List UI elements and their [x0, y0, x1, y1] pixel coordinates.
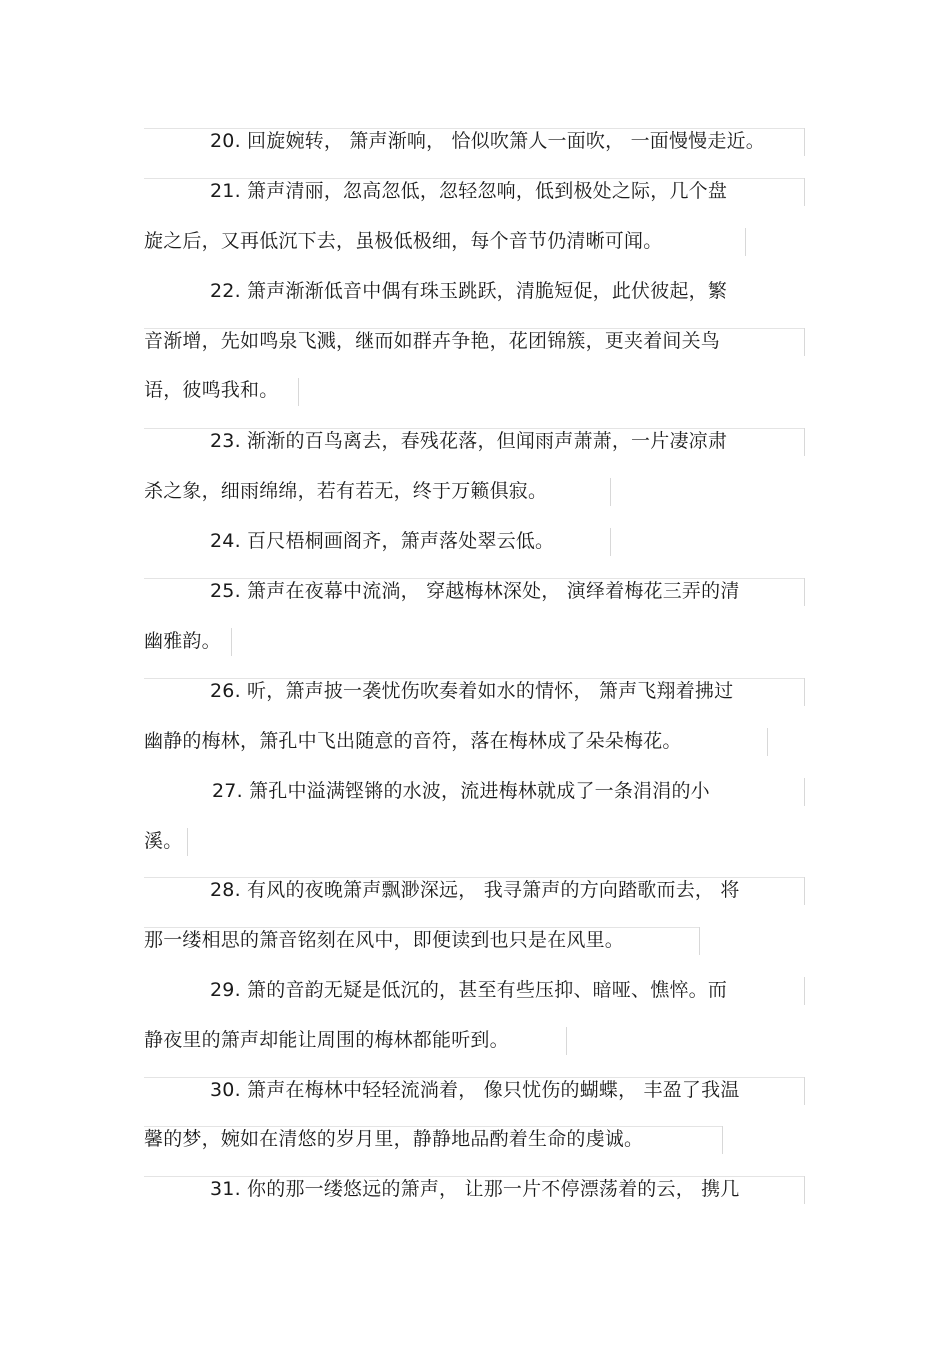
paragraph-24-line-1: 24. 百尺梧桐画阁齐，箫声落处翠云低。	[210, 530, 555, 552]
paragraph-27-line-2: 溪。	[144, 830, 183, 852]
rule-line	[804, 977, 805, 1005]
rule-line	[804, 1176, 805, 1204]
rule-line	[804, 877, 805, 905]
paragraph-30-line-1: 30. 箫声在梅林中轻轻流淌着， 像只忧伤的蝴蝶， 丰盈了我温	[210, 1079, 740, 1101]
rule-line	[187, 828, 188, 856]
rule-line	[745, 228, 746, 256]
paragraph-21-line-2: 旋之后，又再低沉下去，虽极低极细，每个音节仍清晰可闻。	[144, 230, 663, 252]
rule-line	[804, 778, 805, 806]
rule-line	[231, 628, 232, 656]
rule-line	[722, 1126, 723, 1154]
paragraph-27-line-1: 27. 箫孔中溢满铿锵的水波，流进梅林就成了一条涓涓的小	[212, 780, 710, 802]
rule-line	[804, 428, 805, 456]
rule-line	[804, 328, 805, 356]
rule-line	[804, 128, 805, 156]
paragraph-29-line-2: 静夜里的箫声却能让周围的梅林都能听到。	[144, 1029, 509, 1051]
paragraph-22-line-2: 音渐增，先如鸣泉飞溅，继而如群卉争艳，花团锦簇，更夹着间关鸟	[144, 330, 721, 352]
paragraph-20-line-1: 20. 回旋婉转， 箫声渐响， 恰似吹箫人一面吹， 一面慢慢走近。	[210, 130, 765, 152]
paragraph-28-line-1: 28. 有风的夜晚箫声飘渺深远， 我寻箫声的方向踏歌而去， 将	[210, 879, 740, 901]
paragraph-21-line-1: 21. 箫声清丽，忽高忽低，忽轻忽响，低到极处之际，几个盘	[210, 180, 728, 202]
rule-line	[804, 678, 805, 706]
paragraph-23-line-2: 杀之象，细雨绵绵，若有若无，终于万籁俱寂。	[144, 480, 548, 502]
paragraph-30-line-2: 馨的梦，婉如在清悠的岁月里，静静地品酌着生命的虔诚。	[144, 1128, 644, 1150]
rule-line	[566, 1027, 567, 1055]
paragraph-25-line-2: 幽雅韵。	[144, 630, 221, 652]
rule-line	[804, 178, 805, 206]
rule-line	[298, 378, 299, 406]
paragraph-25-line-1: 25. 箫声在夜幕中流淌， 穿越梅林深处， 演绎着梅花三弄的清	[210, 580, 740, 602]
paragraph-22-line-3: 语，彼鸣我和。	[144, 379, 279, 401]
paragraph-26-line-1: 26. 听，箫声披一袭忧伤吹奏着如水的情怀， 箫声飞翔着拂过	[210, 680, 734, 702]
rule-line	[699, 927, 700, 955]
rule-line	[610, 528, 611, 556]
paragraph-31-line-1: 31. 你的那一缕悠远的箫声， 让那一片不停漂荡着的云， 携几	[210, 1178, 740, 1200]
rule-line	[804, 1077, 805, 1105]
rule-line	[610, 478, 611, 506]
paragraph-28-line-2: 那一缕相思的箫音铭刻在风中，即便读到也只是在风里。	[144, 929, 625, 951]
paragraph-22-line-1: 22. 箫声渐渐低音中偶有珠玉跳跃，清脆短促，此伏彼起，繁	[210, 280, 728, 302]
rule-line	[804, 578, 805, 606]
paragraph-26-line-2: 幽静的梅林，箫孔中飞出随意的音符，落在梅林成了朵朵梅花。	[144, 730, 682, 752]
rule-line	[767, 728, 768, 756]
paragraph-23-line-1: 23. 渐渐的百鸟离去，春残花落，但闻雨声萧萧，一片凄凉肃	[210, 430, 728, 452]
paragraph-29-line-1: 29. 箫的音韵无疑是低沉的，甚至有些压抑、暗哑、憔悴。而	[210, 979, 728, 1001]
